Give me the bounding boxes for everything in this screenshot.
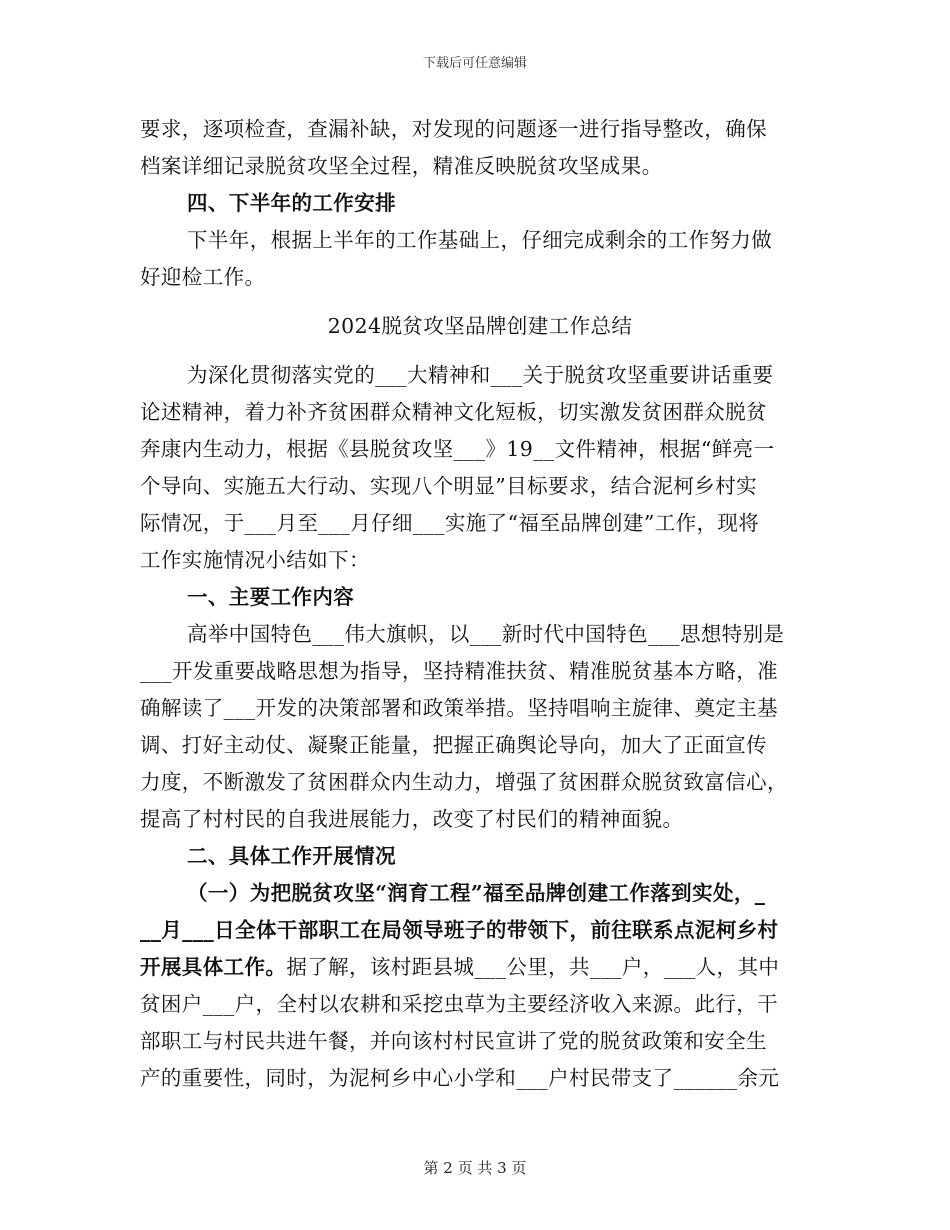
paragraph-line: 际情况，于___月至___月仔细___实施了“福至品牌创建”工作，现将 [140, 511, 760, 535]
paragraph-line: 调、打好主动仗、凝聚正能量，把握正确舆论导向，加大了正面宣传 [140, 733, 767, 757]
paragraph-line: 下半年，根据上半年的工作基础上，仔细完成剩余的工作努力做 [187, 228, 773, 252]
document-title: 2024脱贫攻坚品牌创建工作总结 [327, 314, 633, 338]
section-heading: 一、主要工作内容 [187, 585, 355, 609]
document-body [140, 111, 820, 1097]
paragraph-line: 要求，逐项检查，查漏补缺，对发现的问题逐一进行指导整改，确保 [140, 117, 767, 141]
paragraph-line: 好迎检工作。 [140, 265, 266, 289]
page-header: 下载后可任意编辑 [422, 56, 527, 71]
paragraph-line: 奔康内生动力，根据《县脱贫攻坚___》19__文件精神，根据“鲜亮一 [140, 437, 775, 461]
subsection-heading: （一）为把脱贫攻坚“润育工程”福至品牌创建工作落到实处，_ [187, 881, 766, 905]
paragraph-line: 贫困户___户，全村以农耕和采挖虫草为主要经济收入来源。此行，干 [140, 992, 779, 1016]
bold-lead-text: 开展具体工作。 [140, 955, 287, 979]
section-heading: 四、下半年的工作安排 [187, 191, 396, 215]
page-footer: 第 2 页 共 3 页 [423, 1159, 527, 1177]
paragraph-line: 档案详细记录脱贫攻坚全过程，精准反映脱贫攻坚成果。 [140, 154, 663, 178]
paragraph-line: 为深化贯彻落实党的___大精神和___关于脱贫攻坚重要讲话重要 [187, 363, 774, 387]
paragraph-line: 工作实施情况小结如下： [140, 548, 370, 572]
paragraph-line: 论述精神，着力补齐贫困群众精神文化短板，切实激发贫困群众脱贫 [140, 400, 767, 424]
paragraph-line-mixed [140, 949, 820, 986]
paragraph-line: 产的重要性，同时，为泥柯乡中心小学和___户村民带支了______余元 [140, 1066, 780, 1090]
paragraph-text: 据了解，该村距县城___公里，共___户，___人，其中 [286, 955, 780, 979]
paragraph-line: 力度，不断激发了贫困群众内生动力，增强了贫困群众脱贫致富信心， [140, 770, 788, 794]
paragraph-line: 确解读了___开发的决策部署和政策举措。坚持唱响主旋律、奠定主基 [140, 696, 779, 720]
paragraph-line: 部职工与村民共进午餐，并向该村村民宣讲了党的脱贫政策和安全生 [140, 1029, 767, 1053]
section-heading: 二、具体工作开展情况 [187, 844, 396, 868]
paragraph-line: 高举中国特色___伟大旗帜，以___新时代中国特色___思想特别是 [187, 622, 785, 646]
paragraph-line: 个导向、实施五大行动、实现八个明显”目标要求，结合泥柯乡村实 [140, 474, 757, 498]
paragraph-line: 提高了村村民的自我进展能力，改变了村民们的精神面貌。 [140, 807, 684, 831]
subsection-heading-continued: __月___日全体干部职工在局领导班子的带领下，前往联系点泥柯乡村 [140, 918, 779, 942]
paragraph-line: ___开发重要战略思想为指导，坚持精准扶贫、精准脱贫基本方略，准 [140, 659, 779, 683]
